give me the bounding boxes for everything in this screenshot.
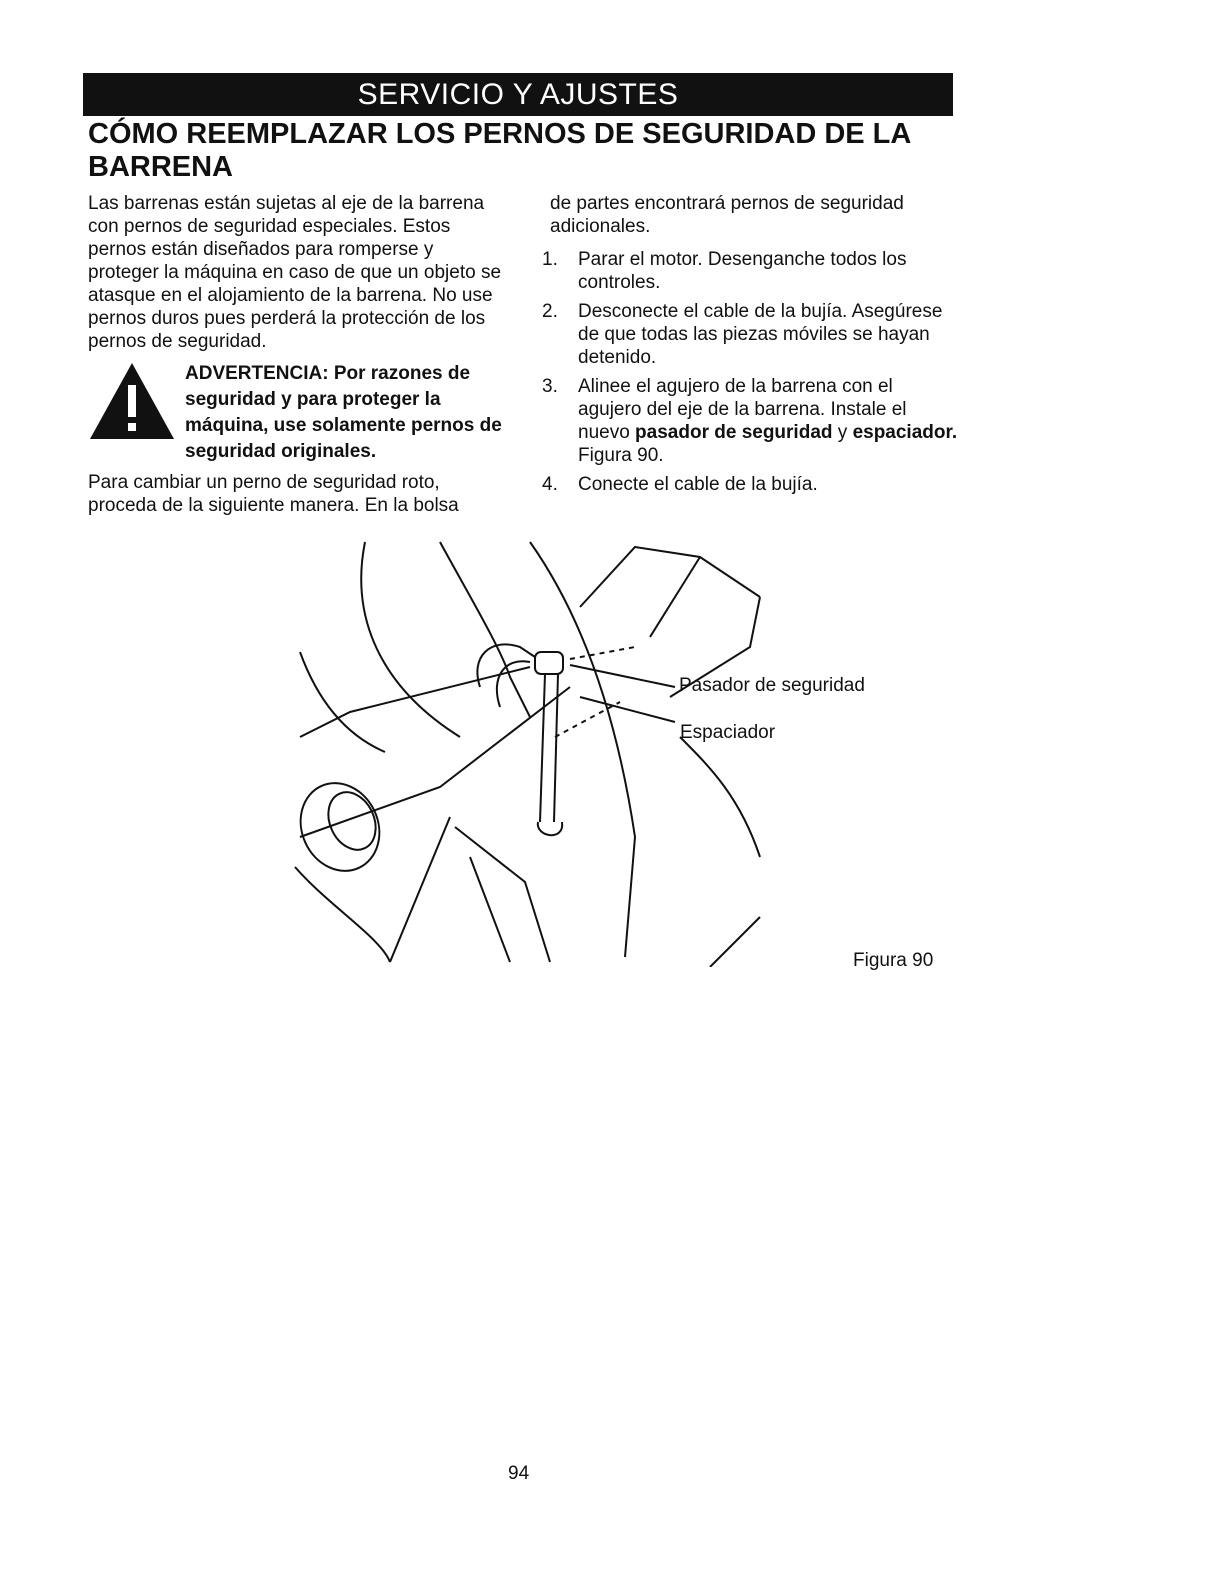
step-number: 3. <box>542 376 558 397</box>
procedure-paragraph: Para cambiar un perno de seguridad roto, proceda de la siguiente manera. En la bolsa <box>88 472 459 516</box>
step-number: 2. <box>542 301 558 322</box>
step-text: Figura 90. <box>578 445 664 466</box>
intro-paragraph: Las barrenas están sujetas al eje de la barrena con pernos de seguridad especiales. Estos pernos están diseñados para romperse y proteger la máquina en caso de que un objeto se atasque en el alojamiento de la barrena. No use pernos duros pues perderá la protección de los pernos de seguridad. <box>88 193 502 352</box>
warning-text: seguridad y para proteger la máquina, use solamente pernos de seguridad originales. <box>185 389 502 462</box>
step-text: y <box>832 422 853 443</box>
page-number: 94 <box>508 1463 530 1484</box>
page-title: CÓMO REEMPLAZAR LOS PERNOS DE SEGURIDAD DE LA BARRENA <box>88 118 911 183</box>
left-column <box>88 192 503 523</box>
steps-list <box>542 248 960 496</box>
step-text: Alinee el agujero de la barrena con el agujero del eje de la barrena. Instale el nuevo <box>578 376 907 443</box>
callout-shear-pin: Pasador de seguridad <box>679 675 865 696</box>
list-item <box>542 248 960 294</box>
continuation-paragraph: de partes encontrará pernos de seguridad adicionales. <box>550 193 904 237</box>
warning-triangle-icon <box>88 361 176 441</box>
list-item <box>542 473 960 496</box>
list-item <box>542 375 960 467</box>
callout-spacer: Espaciador <box>680 722 776 743</box>
step-number: 4. <box>542 474 558 495</box>
right-column <box>542 192 960 502</box>
warning-block <box>88 361 503 465</box>
step-bold-term: pasador de seguridad <box>635 422 833 443</box>
step-text: Desconecte el cable de la bujía. Asegúrese de que todas las piezas móviles se hayan detenido. <box>578 301 943 368</box>
auger-illustration <box>290 537 800 967</box>
warning-lead: ADVERTENCIA: Por razones de <box>185 363 471 384</box>
step-number: 1. <box>542 249 558 270</box>
step-text: Conecte el cable de la bujía. <box>578 474 818 495</box>
section-banner: SERVICIO Y AJUSTES <box>83 73 953 116</box>
list-item <box>542 300 960 369</box>
figure-label: Figura 90 <box>853 950 934 971</box>
step-text: Parar el motor. Desenganche todos los controles. <box>578 249 907 293</box>
step-bold-term: espaciador. <box>852 422 958 443</box>
